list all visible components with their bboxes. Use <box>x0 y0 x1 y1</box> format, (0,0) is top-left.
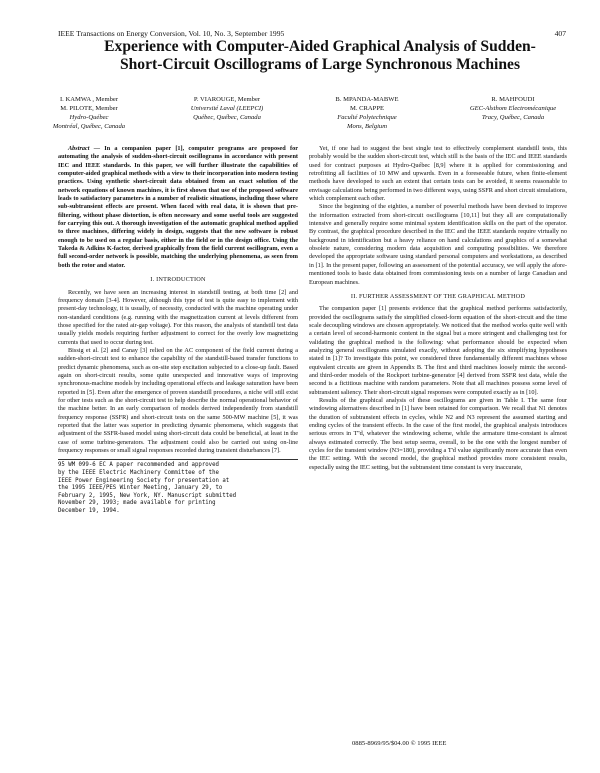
author-place: Québec, Québec, Canada <box>193 114 261 121</box>
title-line-2: Short-Circuit Oscillograms of Large Synchronous Machines <box>119 56 521 73</box>
footnote-line: 95 WM 099-6 EC A paper recommended and approved <box>58 462 219 469</box>
right-paragraph-1: Yet, if one had to suggest the best single test to effectively complement standstill tests, this probably would be the sudden short-circuit test, which still is the basis of the IEC and IEEE standards used for contract purposes at Hydro-Québec [8,9] where it is applied for commissioning and retrofitting all facilities of 10 MW and upwards. Even in a foreseeable future, when finite-element methods have developed to such an extent that certain tests can be avoided, it seems reasonable to envisage calculations being performed in two different ways, using SSFR and short circuit simulations, which complement each other. <box>309 145 567 203</box>
author-names: B. MPANDA-MABWE <box>335 96 399 103</box>
author-names-2: M. PILOTE, Member <box>60 105 118 112</box>
author-block-1 <box>30 95 148 131</box>
copyright-line: 0885-8969/95/$04.00 © 1995 IEEE <box>352 740 447 747</box>
author-affiliation: Université Laval (LEEPCI) <box>190 105 264 112</box>
author-affiliation: GEC-Alsthom Electromécanique <box>469 105 557 112</box>
author-place: Montréal, Québec, Canada <box>52 123 126 130</box>
page-number: 407 <box>554 29 566 38</box>
right-paragraph-4: Results of the graphical analysis of these oscillograms are given in Table I. The same four windowing alternatives described in [1] have been retained for comparison. We recall that N1 denotes the duration of subtransient effects in cycles, while N2 and N3 represent the assumed starting and ending cycles of the transient effects. In the case of the first model, the graphical analysis introduces serious errors in T''d, whatever the windowing scheme, while the armature time-constant is almost always estimated correctly. The best setup seems, overall, to be the one with the longest number of cycles for the transient window (N3=180), providing a T'd value significantly more accurate than even the IEC setting. With the second model, the graphical method provides more consistent results, especially using the IEC setting, but the subtransient time constant is very inaccurate, <box>309 396 567 471</box>
author-affiliation: Hydro-Québec <box>69 114 109 121</box>
author-block-3 <box>306 95 428 131</box>
abstract-lead: Abstract <box>68 145 90 152</box>
abstract-text: — In a companion paper [1], computer programs are proposed for automating the analysis of sudden-short-circuit oscillograms in accordance with present IEC and IEEE standards. In this paper, we will further illustrate the capabilities of computer-aided graphical methods with a view to their incorporation into modern testing practices. Using synthetic short-circuit data obtained from an exact solution of the network equations of known machines, it is first shown that use of the proposed software leads to satisfactory parameters in a number of realistic situations, including those where sub-subtransient effects are present. When faced with real data, it is shown that pre-filtering, without phase distortion, is often necessary and some useful tools are suggested for carrying this out. A thorough investigation of the automatic graphical method applied to three machines, differing widely in design, suggests that the new software is robust enough to be used on a regular basis, either in the field or in the design office. Using the Takeda & Adkins K-factor, derived graphically from the field current oscillogram, even a full second-order network is possible, matching the underlying phenomena, as seen from both the rotor and stator. <box>58 145 298 269</box>
author-place: Mons, Belgium <box>347 123 387 130</box>
footnote-line: December 19, 1994. <box>58 507 120 514</box>
author-affiliation: Faculté Polytechnique <box>337 114 397 121</box>
intro-paragraph-1: Recently, we have seen an increasing interest in standstill testing, at both time [2] and frequency domain [3-4]. However, although this type of test is quite easy to implement with present-day technology, it is usually, of necessity, conducted with the machine operating under non-standard conditions (e.g. running with the magnetization current at levels different from those specified for the rated air-gap voltage). For this reason, the analysis of standstill test data usually yields models requiring further adjustment to correct for the overly low magnetizing currents that used to occur during test. <box>58 288 298 346</box>
author-names-2: M. CRAPPE <box>349 105 385 112</box>
footnote-line: by the IEEE Electric Machinery Committee of the <box>58 469 219 476</box>
author-place: Tracy, Québec, Canada <box>481 114 545 121</box>
section-heading-introduction: I. INTRODUCTION <box>150 276 206 284</box>
right-column <box>309 145 567 472</box>
footnote-line: IEEE Power Engineering Society for presentation at <box>58 477 230 484</box>
intro-paragraph-2: Bissig et al. [2] and Canay [3] relied on the AC component of the field current during a sudden-short-circuit test to enhance the capability of the standstill-based transfer functions to predict dynamic phenomena, such as on-site step excitation subjected to a close-up fault. Based again on short-circuit results, some quite unexpected and innovative ways of improving synchronous-machine models by including operational effects and leakage saturation have been reported in [5]. Even after the emergence of proven standstill procedures, a niche will still exist for other tests such as the short-circuit test to help describe the normal operational behavior of the machine better. In an early comparison of models derived independently from standstill frequency response (SSFR) and short-circuit tests on the same 500-MW machine [5], it was reported that the latter was superior in predicting dynamic phenomena, which suggests that adjustment of the SSFR-based model using short-circuit data could be beneficial, at least in the case of some turbine-generators. The adjustment could also be carried out using on-line frequency responses or small signal responses recorded during transient disturbances [7]. <box>58 346 298 455</box>
footnote-line: the 1995 IEEE/PES Winter Meeting, January 29, to <box>58 485 223 492</box>
author-names: R. MAHFOUDI <box>491 96 535 103</box>
running-head: IEEE Transactions on Energy Conversion, Vol. 10, No. 3, September 1995 <box>58 29 285 38</box>
paper-title <box>40 38 600 74</box>
section-heading-assessment: II. FURTHER ASSESSMENT OF THE GRAPHICAL METHOD <box>350 292 526 300</box>
right-paragraph-3: The companion paper [1] presents evidence that the graphical method performs satisfactorily, provided the oscillograms satisfy the simplified closed-form equation of the short-circuit and the time scale decoupling windows are chosen appropriately. We noticed that the method works quite well with a certain level of second-harmonic content in the signal but a more stringent and challenging test for validating the graphical method is the following: what performance should be expected when analyzing general oscillograms simulated exactly, without adopting the six simplifying hypotheses stated in [1]? To investigate this point, we considered three fundamentally different machines whose equivalent circuits are given in Appendix B. The first and third machines loosely mimic the second- and third-order models of the Rockport turbine-generator [4] derived from SSFR test data, while the second is a fictitious machine with random parameters. Note that all machines possess some level of subtransient saliency. Their short-circuit signal responses were computed exactly as in [10]. <box>309 305 567 396</box>
footnote <box>58 459 298 515</box>
footnote-line: November 29, 1993; made available for printing <box>58 500 216 507</box>
author-block-4 <box>448 95 578 122</box>
title-line-1: Experience with Computer-Aided Graphical Analysis of Sudden- <box>104 38 536 55</box>
author-names: P. VIAROUGE, Member <box>193 96 261 103</box>
author-names: I. KAMWA , Member <box>59 96 119 103</box>
author-block-2 <box>168 95 286 122</box>
abstract <box>58 145 298 270</box>
footnote-line: February 2, 1995, New York, NY. Manuscript submitted <box>58 492 237 499</box>
right-paragraph-2: Since the beginning of the eighties, a number of powerful methods have been devised to improve the information extracted from short-circuit oscillograms [10,11] but they all are computationally intensive and generally require some minimal system identification skills on the part of the operator. By contrast, the graphical procedure described in the IEC and the IEEE standards require virtually no background in identification but a heavy reliance on hand calculations and graphics of a somewhat obsolete nature, considering modern data acquisition and computing possibilities. We therefore developed the appropriate software using standard personal computers and workstations, as described in [1]. In the present paper, following an assessment of the potential accuracy, we will apply the afore-mentioned tools to basic data obtained from commissioning tests on a number of large Canadian and European machines. <box>309 203 567 286</box>
left-column <box>58 145 298 516</box>
